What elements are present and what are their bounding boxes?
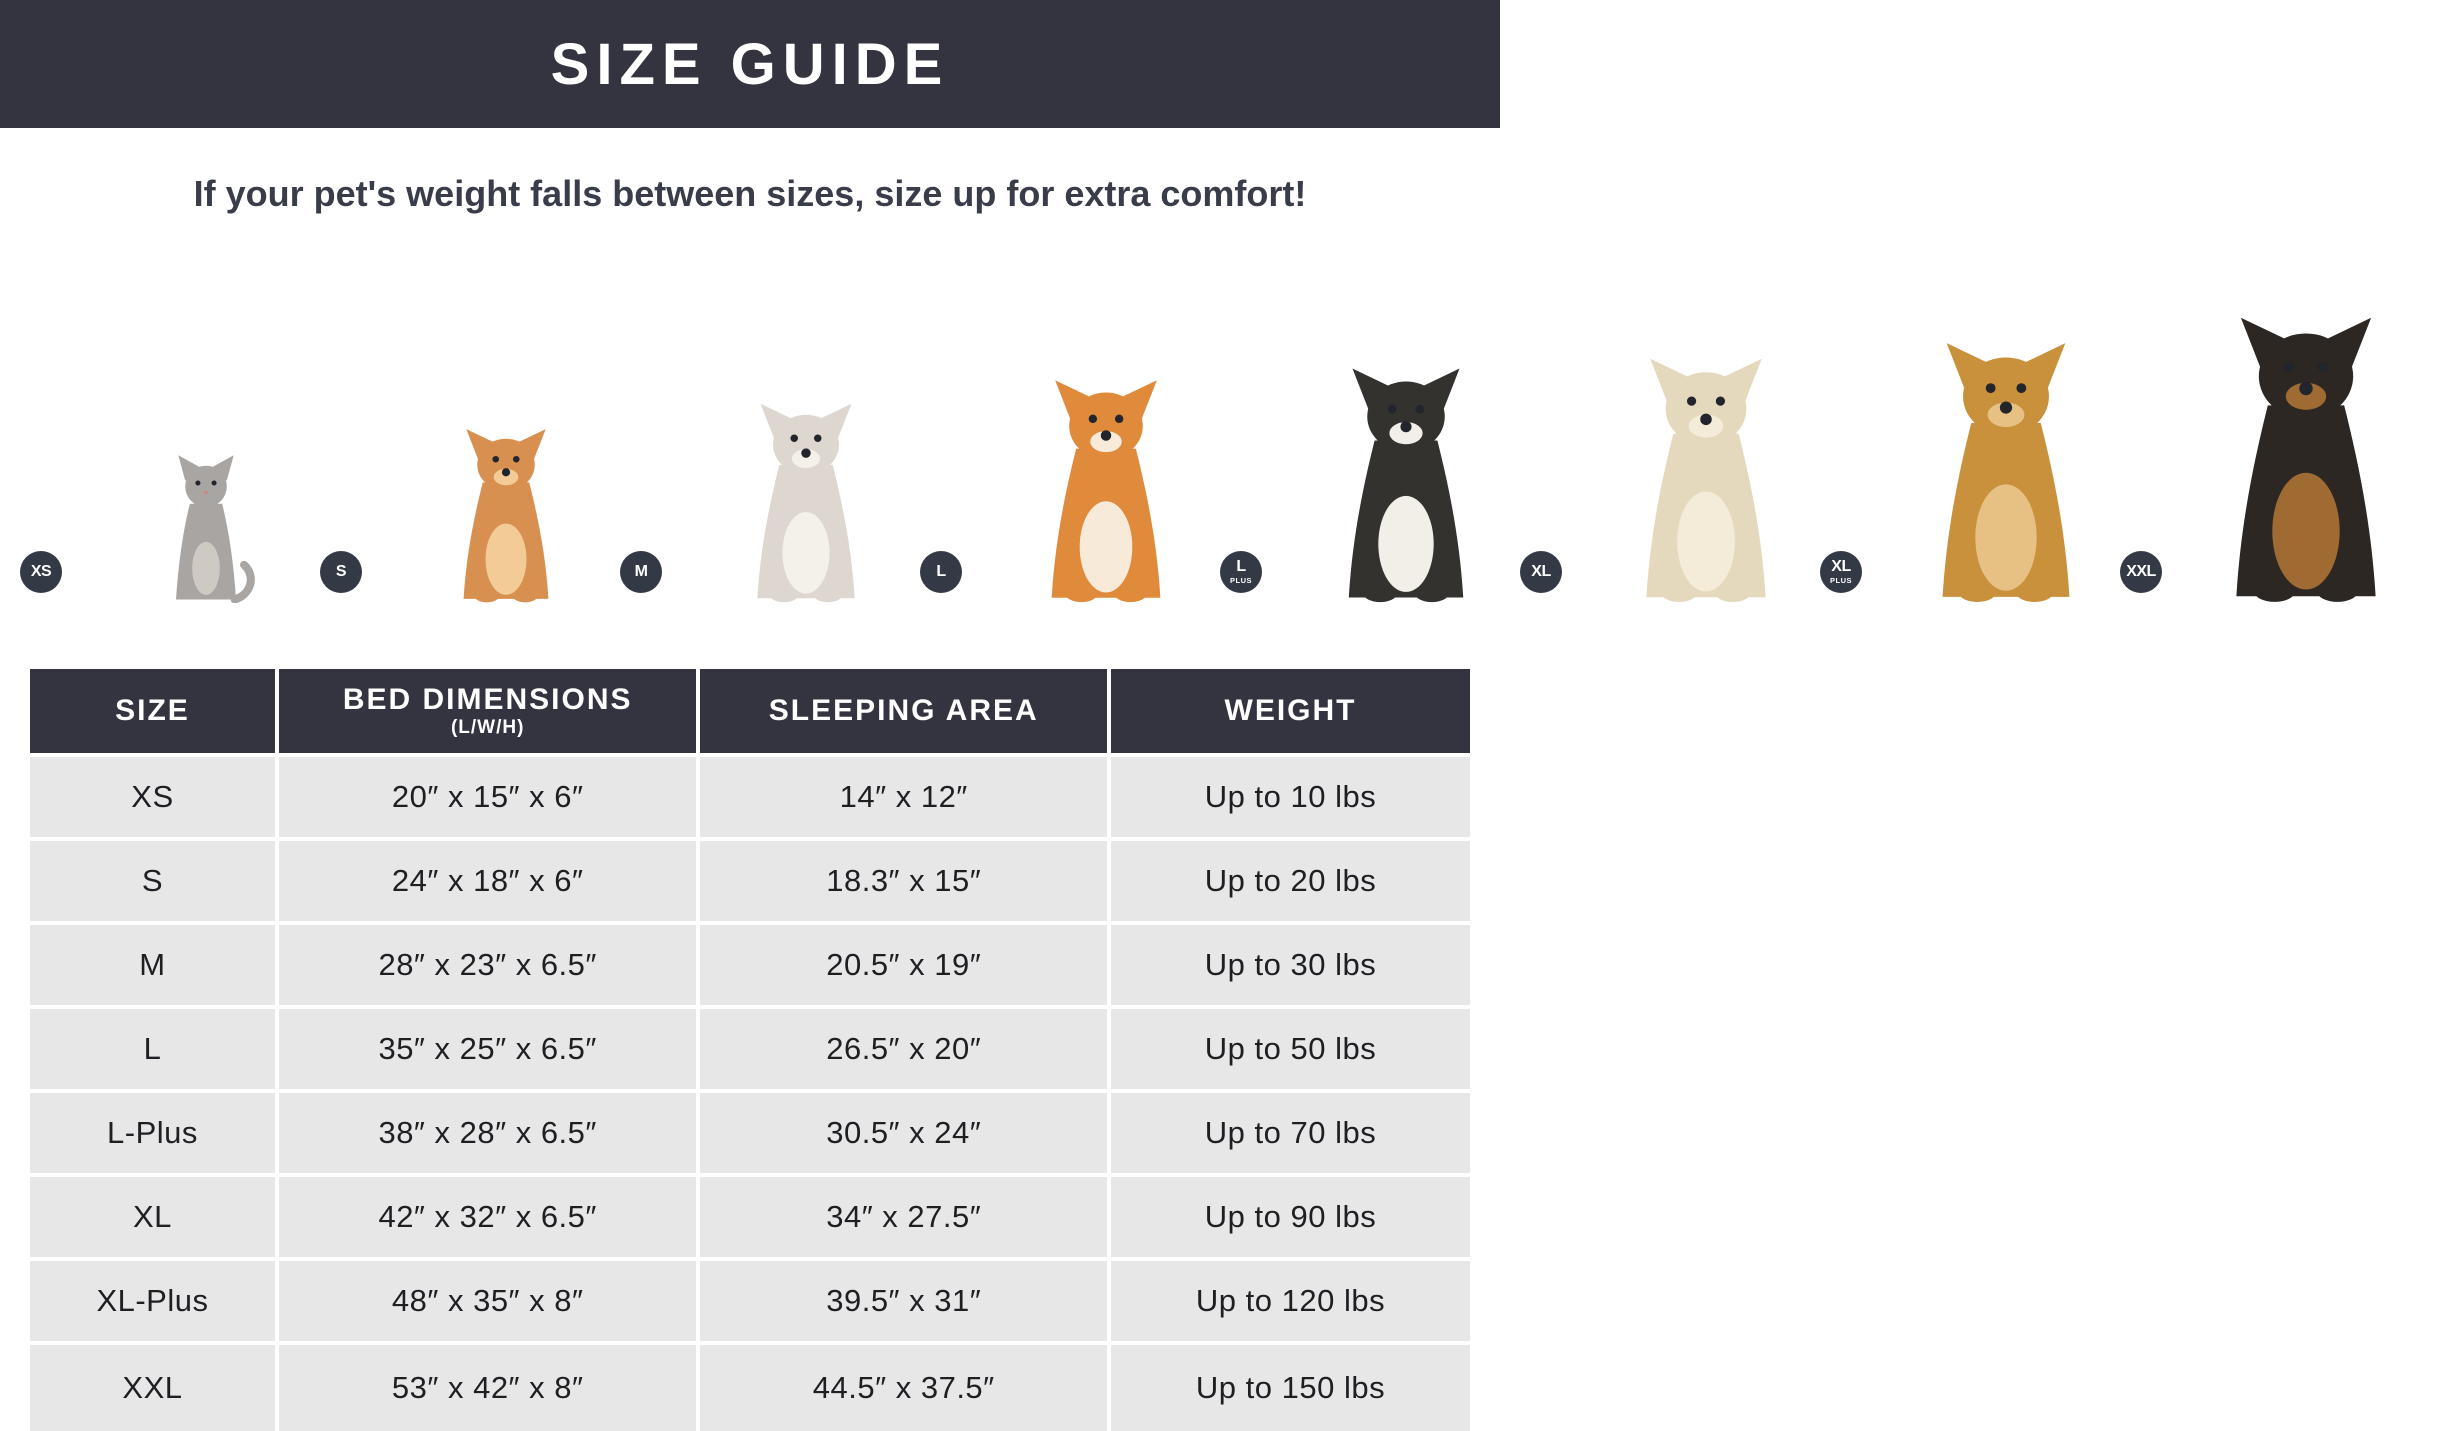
cell-sleeping: 34″ x 27.5″	[700, 1177, 1107, 1257]
cell-sleeping: 39.5″ x 31″	[700, 1261, 1107, 1341]
cell-weight: Up to 10 lbs	[1111, 757, 1470, 837]
cell-weight: Up to 90 lbs	[1111, 1177, 1470, 1257]
size-badge-xl	[1520, 551, 1562, 593]
cell-size: L-Plus	[30, 1093, 275, 1173]
size-badge-l	[920, 551, 962, 593]
page-title: SIZE GUIDE	[550, 31, 950, 97]
title-bar	[0, 0, 1500, 128]
cell-bed: 24″ x 18″ x 6″	[279, 841, 696, 921]
subtitle-text: If your pet's weight falls between sizes, size up for extra comfort!	[193, 173, 1307, 214]
animal-shiba-inu	[936, 375, 1256, 603]
shiba-inu-illustration	[956, 375, 1256, 603]
table-header-weight	[1111, 669, 1470, 753]
golden-retriever-illustration	[1856, 337, 2156, 603]
cell-sleeping: 30.5″ x 24″	[700, 1093, 1107, 1173]
cell-size: XL-Plus	[30, 1261, 275, 1341]
cell-sleeping: 44.5″ x 37.5″	[700, 1345, 1107, 1431]
pet-size-lineup	[0, 253, 2156, 617]
cat-illustration	[56, 453, 356, 603]
cell-bed: 53″ x 42″ x 8″	[279, 1345, 696, 1431]
size-badge-label: L	[936, 563, 946, 581]
animal-cat	[30, 453, 356, 603]
table-header-size	[30, 669, 275, 753]
table-header-bed-dimensions	[279, 669, 696, 753]
cell-size: XXL	[30, 1345, 275, 1431]
animal-golden-retriever	[1829, 337, 2156, 603]
size-table	[30, 669, 1470, 1431]
cell-weight: Up to 120 lbs	[1111, 1261, 1470, 1341]
cell-size: XL	[30, 1177, 275, 1257]
cell-sleeping: 14″ x 12″	[700, 757, 1107, 837]
cell-sleeping: 18.3″ x 15″	[700, 841, 1107, 921]
animal-french-bulldog	[634, 399, 956, 603]
size-badge-m	[620, 551, 662, 593]
pomeranian-illustration	[356, 425, 656, 603]
size-badge-label: M	[634, 563, 648, 581]
cell-size: L	[30, 1009, 275, 1089]
cell-bed: 35″ x 25″ x 6.5″	[279, 1009, 696, 1089]
size-badge-xxl	[2120, 551, 2162, 593]
cell-bed: 42″ x 32″ x 6.5″	[279, 1177, 696, 1257]
cell-sleeping: 20.5″ x 19″	[700, 925, 1107, 1005]
cell-weight: Up to 150 lbs	[1111, 1345, 1470, 1431]
table-header-label: SIZE	[115, 694, 190, 728]
size-badge-sublabel: PLUS	[1229, 576, 1252, 586]
cell-size: XS	[30, 757, 275, 837]
cell-bed: 38″ x 28″ x 6.5″	[279, 1093, 696, 1173]
size-badge-xl-plus	[1820, 551, 1862, 593]
labrador-illustration	[1556, 353, 1856, 603]
cell-weight: Up to 50 lbs	[1111, 1009, 1470, 1089]
size-badge-label: XL	[1831, 558, 1851, 576]
size-badge-s	[320, 551, 362, 593]
cell-weight: Up to 30 lbs	[1111, 925, 1470, 1005]
size-badge-sublabel: PLUS	[1829, 576, 1852, 586]
cell-bed: 48″ x 35″ x 8″	[279, 1261, 696, 1341]
table-header-label: SLEEPING AREA	[768, 694, 1039, 728]
size-badge-l-plus	[1220, 551, 1262, 593]
animal-doberman	[2126, 311, 2456, 603]
size-badge-label: XL	[1531, 563, 1551, 581]
animal-pomeranian	[335, 425, 656, 603]
size-badge-xs	[20, 551, 62, 593]
size-badge-label: XS	[30, 563, 52, 581]
table-header-label: WEIGHT	[1224, 694, 1357, 728]
cell-sleeping: 26.5″ x 20″	[700, 1009, 1107, 1089]
cell-bed: 20″ x 15″ x 6″	[279, 757, 696, 837]
size-badge-label: S	[335, 563, 347, 581]
size-badge-label: L	[1236, 558, 1246, 576]
cell-size: M	[30, 925, 275, 1005]
animal-labrador	[1531, 353, 1856, 603]
cell-weight: Up to 70 lbs	[1111, 1093, 1470, 1173]
cell-weight: Up to 20 lbs	[1111, 841, 1470, 921]
french-bulldog-illustration	[656, 399, 956, 603]
table-header-label: BED DIMENSIONS	[342, 683, 633, 717]
cell-size: S	[30, 841, 275, 921]
cell-bed: 28″ x 23″ x 6.5″	[279, 925, 696, 1005]
table-header-sublabel: (L/W/H)	[450, 716, 525, 738]
animal-border-collie	[1229, 363, 1556, 603]
doberman-illustration	[2156, 311, 2456, 603]
table-header-sleeping-area	[700, 669, 1107, 753]
border-collie-illustration	[1256, 363, 1556, 603]
size-badge-label: XXL	[2126, 563, 2156, 581]
